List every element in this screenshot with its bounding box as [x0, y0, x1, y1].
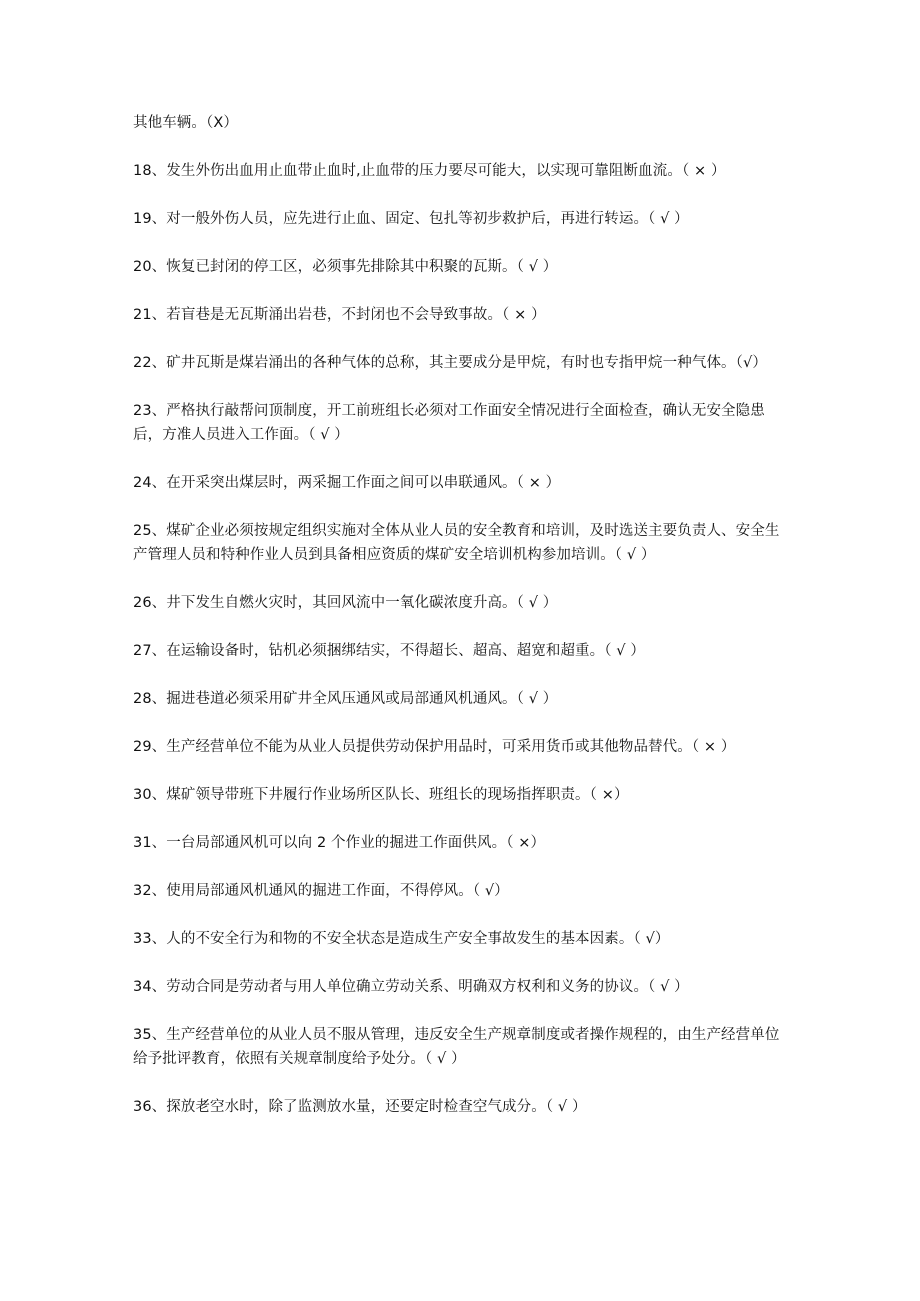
question-item: 21、若盲巷是无瓦斯涌出岩巷，不封闭也不会导致事故。（ × ）	[133, 307, 546, 323]
question-item: 28、掘进巷道必须采用矿井全风压通风或局部通风机通风。（ √ ）	[133, 691, 558, 707]
question-item: 20、恢复已封闭的停工区，必须事先排除其中积聚的瓦斯。（ √ ）	[133, 259, 558, 275]
question-item: 22、矿井瓦斯是煤岩涌出的各种气体的总称，其主要成分是甲烷，有时也专指甲烷一种气体。（√）	[133, 355, 767, 371]
question-item: 18、发生外伤出血用止血带止血时,止血带的压力要尽可能大，以实现可靠阻断血流。（ × ）	[133, 163, 726, 179]
question-item: 23、严格执行敲帮问顶制度，开工前班组长必须对工作面安全情况进行全面检查，确认无安全隐患后，方准人员进入工作面。（ √ ）	[133, 403, 765, 443]
question-item: 其他车辆。（X）	[133, 115, 238, 131]
question-item: 27、在运输设备时，钻机必须捆绑结实，不得超长、超高、超宽和超重。（ √ ）	[133, 643, 645, 659]
question-item: 36、探放老空水时，除了监测放水量，还要定时检查空气成分。（ √ ）	[133, 1099, 587, 1115]
question-item: 29、生产经营单位不能为从业人员提供劳动保护用品时，可采用货币或其他物品替代。（ × ）	[133, 739, 736, 755]
question-item: 34、劳动合同是劳动者与用人单位确立劳动关系、明确双方权利和义务的协议。（ √ ）	[133, 979, 689, 995]
question-item: 24、在开采突出煤层时，两采掘工作面之间可以串联通风。（ × ）	[133, 475, 561, 491]
question-item: 35、生产经营单位的从业人员不服从管理，违反安全生产规章制度或者操作规程的，由生产经营单位给予批评教育，依照有关规章制度给予处分。（ √ ）	[133, 1027, 780, 1067]
question-list	[133, 111, 793, 1143]
question-item: 30、煤矿领导带班下井履行作业场所区队长、班组长的现场指挥职责。（ ×）	[133, 787, 629, 803]
question-item: 32、使用局部通风机通风的掘进工作面，不得停风。（ √）	[133, 883, 509, 899]
question-item: 19、对一般外伤人员，应先进行止血、固定、包扎等初步救护后，再进行转运。（ √ ）	[133, 211, 689, 227]
question-item: 26、井下发生自燃火灾时，其回风流中一氧化碳浓度升高。（ √ ）	[133, 595, 558, 611]
question-item: 25、煤矿企业必须按规定组织实施对全体从业人员的安全教育和培训，及时选送主要负责人、安全生产管理人员和特种作业人员到具备相应资质的煤矿安全培训机构参加培训。（ √ ）	[133, 523, 780, 563]
question-item: 31、一台局部通风机可以向 2 个作业的掘进工作面供风。（ ×）	[133, 835, 546, 851]
question-item: 33、人的不安全行为和物的不安全状态是造成生产安全事故发生的基本因素。（ √）	[133, 931, 670, 947]
